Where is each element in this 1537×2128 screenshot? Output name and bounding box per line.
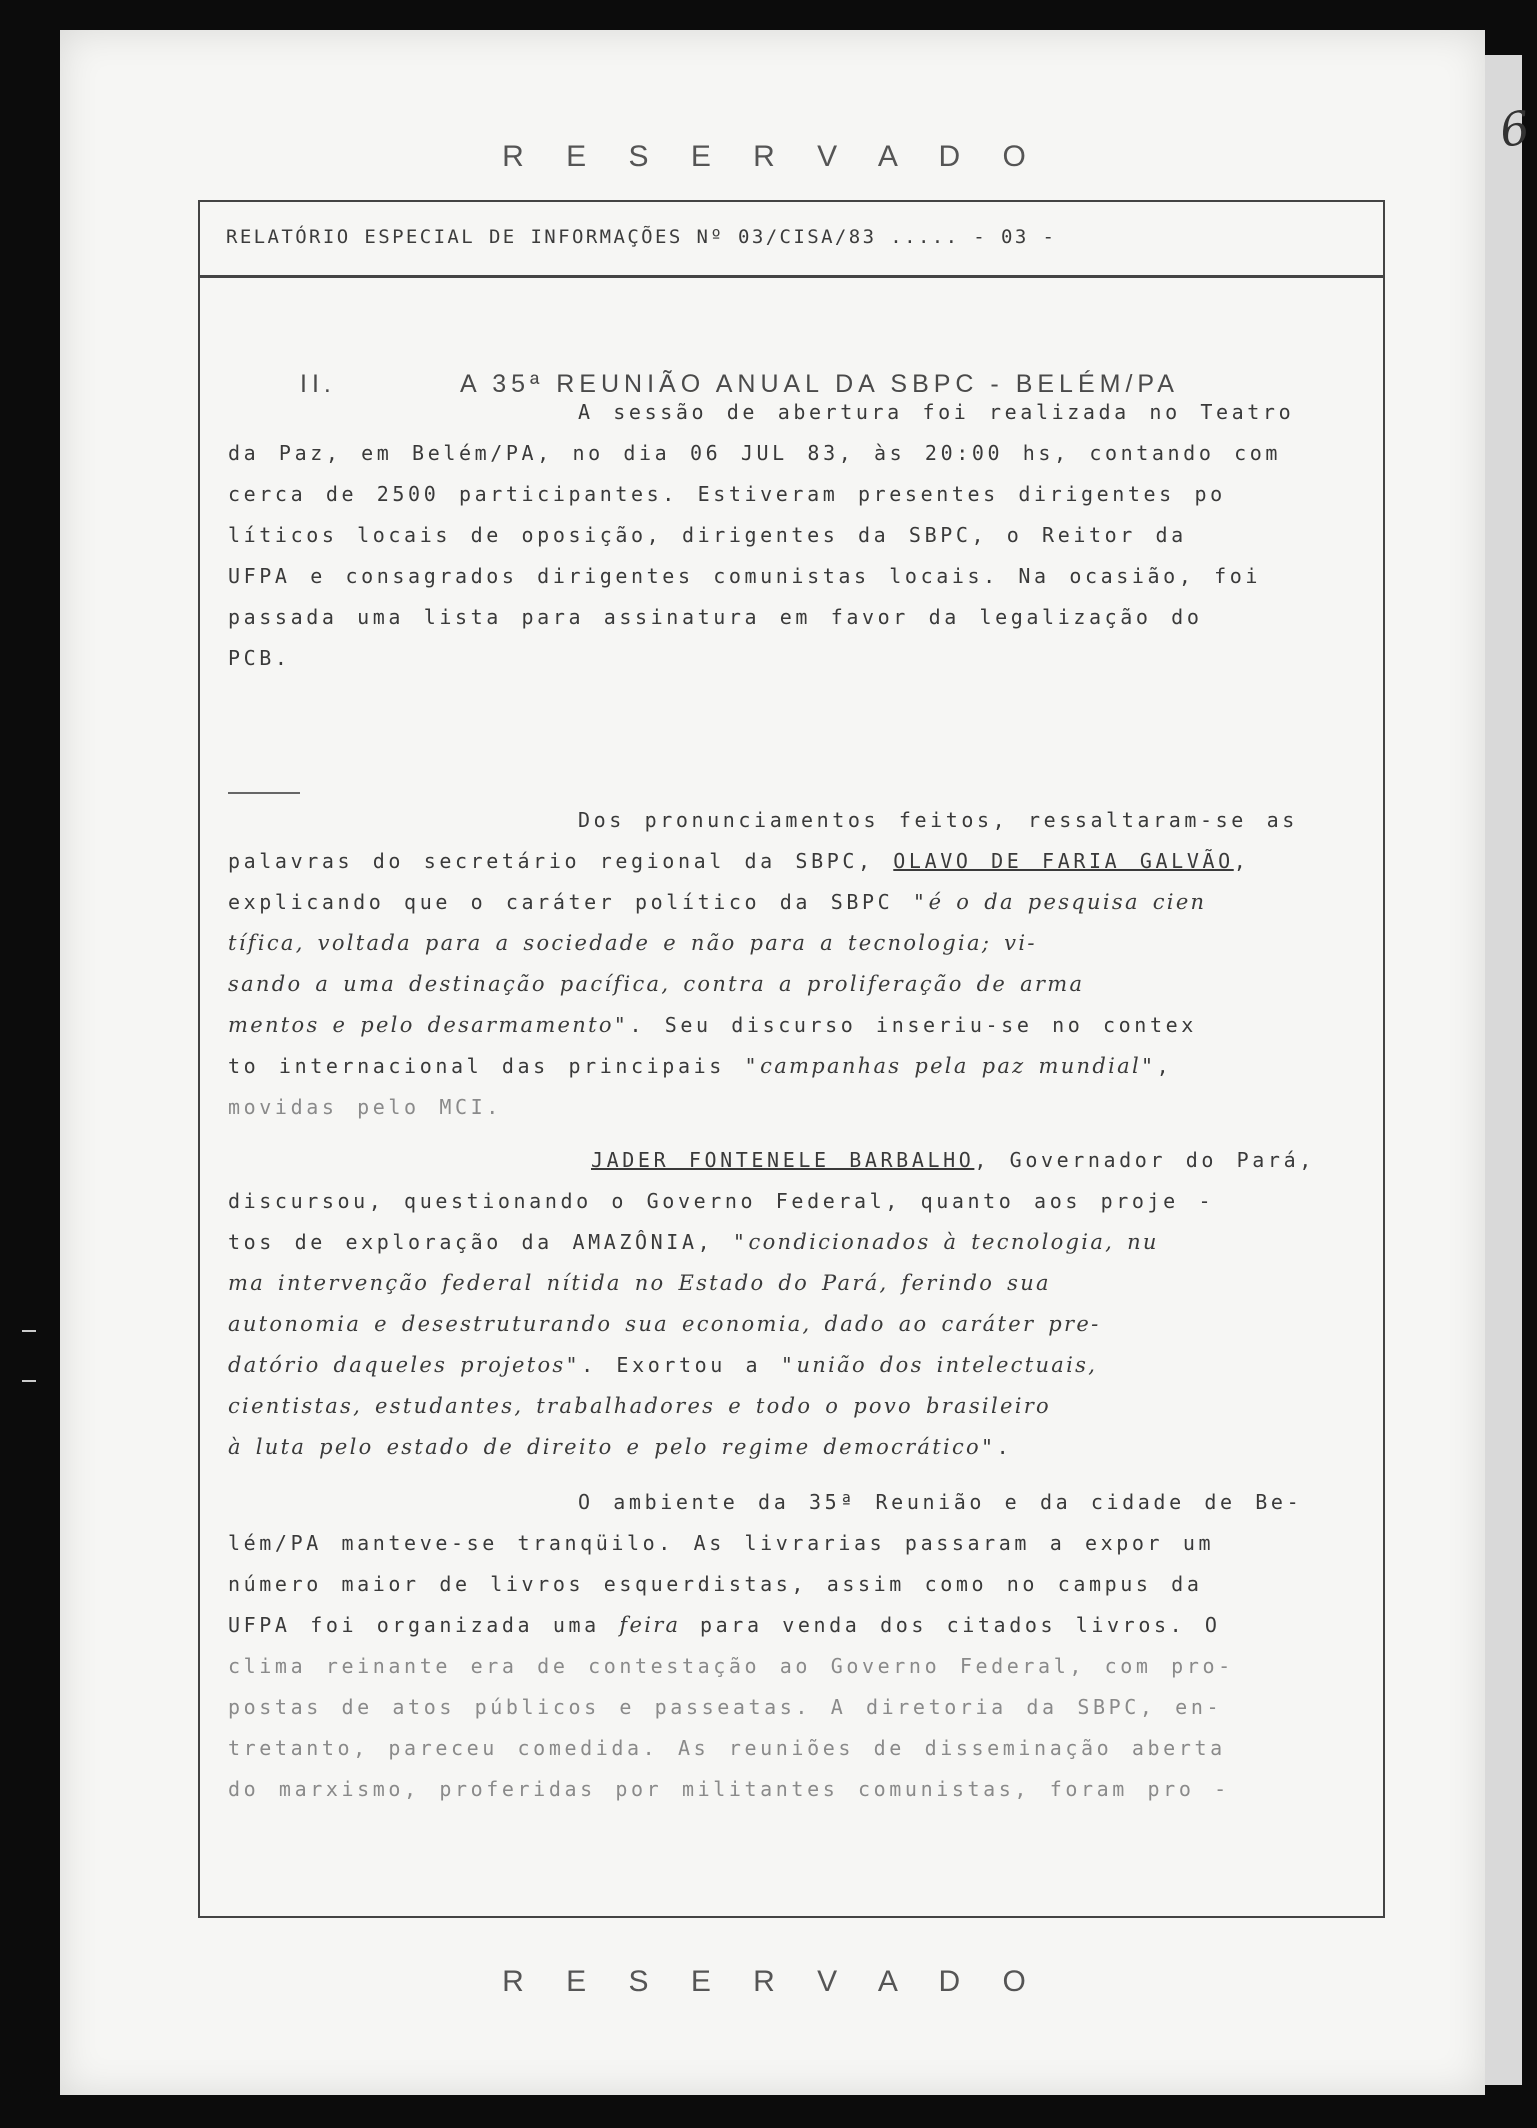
quoted-text: é o da pesquisa cien — [928, 890, 1207, 914]
document-page — [60, 30, 1533, 2095]
text-run: palavras do secretário regional da SBPC, — [228, 849, 894, 873]
text-line: movidas pelo MCI. — [228, 1095, 502, 1119]
quoted-text: tífica, voltada para a sociedade e não para a tecnologia; vi- — [228, 931, 1037, 955]
text-run: , Governador do Pará, — [974, 1148, 1315, 1172]
classification-bottom: R E S E R V A D O — [502, 1965, 1043, 1998]
text-run: ", — [1140, 1054, 1173, 1078]
text-line — [228, 1140, 1373, 1181]
page-number: 6 — [1496, 100, 1533, 158]
text-line: líticos locais de oposição, dirigentes da SBPC, o Reitor da — [228, 523, 1187, 547]
text-run: UFPA foi organizada uma — [228, 1613, 620, 1637]
text-line — [228, 1222, 1373, 1263]
text-line — [228, 841, 1373, 882]
text-line: passada uma lista para assinatura em favor da legalização do — [228, 605, 1203, 629]
text-run: ". Seu discurso inseriu-se no contex — [613, 1013, 1197, 1037]
text-run: ". — [981, 1435, 1013, 1459]
text-line — [228, 1605, 1373, 1646]
text-line: discursou, questionando o Governo Federal, quanto aos proje - — [228, 1189, 1215, 1213]
text-line: número maior de livros esquerdistas, assim como no campus da — [228, 1572, 1203, 1596]
text-line: A sessão de abertura foi realizada no Teatro — [578, 400, 1295, 424]
report-header: RELATÓRIO ESPECIAL DE INFORMAÇÕES Nº 03/CISA/83 ..... - 03 - — [226, 226, 1057, 248]
scan-mark — [22, 1380, 36, 1382]
text-run: para venda dos citados livros. O — [680, 1613, 1221, 1637]
quoted-text: união dos intelectuais, — [796, 1353, 1098, 1377]
quoted-text: mentos e pelo desarmamento — [228, 1013, 614, 1037]
text-line: PCB. — [228, 646, 291, 670]
section-heading: A 35ª REUNIÃO ANUAL DA SBPC - BELÉM/PA — [460, 370, 1179, 398]
quoted-text: ma intervenção federal nítida no Estado do Pará, ferindo sua — [228, 1271, 1051, 1295]
text-run: to internacional das principais " — [228, 1054, 761, 1078]
quoted-text: campanhas pela paz mundial — [760, 1054, 1141, 1078]
paragraph-governor — [228, 1140, 1373, 1468]
classification-top: R E S E R V A D O — [502, 140, 1043, 173]
text-line — [228, 1427, 1373, 1468]
underline-rule — [228, 792, 300, 794]
person-name: OLAVO DE FARIA GALVÃO — [893, 849, 1234, 873]
text-line — [228, 882, 1373, 923]
text-run: explicando que o caráter político da SBPC " — [228, 890, 929, 914]
quoted-text: sando a uma destinação pacífica, contra a proliferação de arma — [228, 972, 1085, 996]
text-run: , — [1233, 849, 1250, 873]
text-run: tos de exploração da AMAZÔNIA, " — [228, 1230, 749, 1254]
text-line: postas de atos públicos e passeatas. A diretoria da SBPC, en- — [228, 1695, 1223, 1719]
person-name: JADER FONTENELE BARBALHO — [591, 1148, 975, 1172]
text-line: clima reinante era de contestação ao Governo Federal, com pro- — [228, 1654, 1234, 1678]
text-line: UFPA e consagrados dirigentes comunistas locais. Na ocasião, foi — [228, 564, 1262, 588]
section-number: II. — [300, 370, 336, 398]
quoted-text: datório daqueles projetos — [228, 1353, 566, 1377]
text-line: do marxismo, proferidas por militantes comunistas, foram pro - — [228, 1777, 1230, 1801]
paragraph-opening-session — [228, 392, 1373, 679]
paragraph-speeches — [228, 800, 1373, 1128]
scan-mark — [22, 1330, 36, 1332]
quoted-text: condicionados à tecnologia, nu — [748, 1230, 1159, 1254]
text-line — [228, 1005, 1373, 1046]
text-line: lém/PA manteve-se tranqüilo. As livrarias passaram a expor um — [228, 1531, 1215, 1555]
quoted-text: à luta pelo estado de direito e pelo regime democrático — [228, 1435, 982, 1459]
text-line: Dos pronunciamentos feitos, ressaltaram-se as — [578, 808, 1298, 832]
text-run: ". Exortou a " — [565, 1353, 797, 1377]
paragraph-environment — [228, 1482, 1373, 1810]
text-line: tretanto, pareceu comedida. As reuniões de disseminação aberta — [228, 1736, 1226, 1760]
text-line: O ambiente da 35ª Reunião e da cidade de Be- — [578, 1490, 1303, 1514]
quoted-text: autonomia e desestruturando sua economia, dado ao caráter pre- — [228, 1312, 1101, 1336]
report-header-box — [198, 200, 1385, 278]
handwritten-word: feira — [619, 1613, 681, 1637]
text-line — [228, 1345, 1373, 1386]
text-line: cerca de 2500 participantes. Estiveram presentes dirigentes po — [228, 482, 1226, 506]
text-line: da Paz, em Belém/PA, no dia 06 JUL 83, às 20:00 hs, contando com — [228, 441, 1282, 465]
quoted-text: cientistas, estudantes, trabalhadores e todo o povo brasileiro — [228, 1394, 1051, 1418]
text-line — [228, 1046, 1373, 1087]
